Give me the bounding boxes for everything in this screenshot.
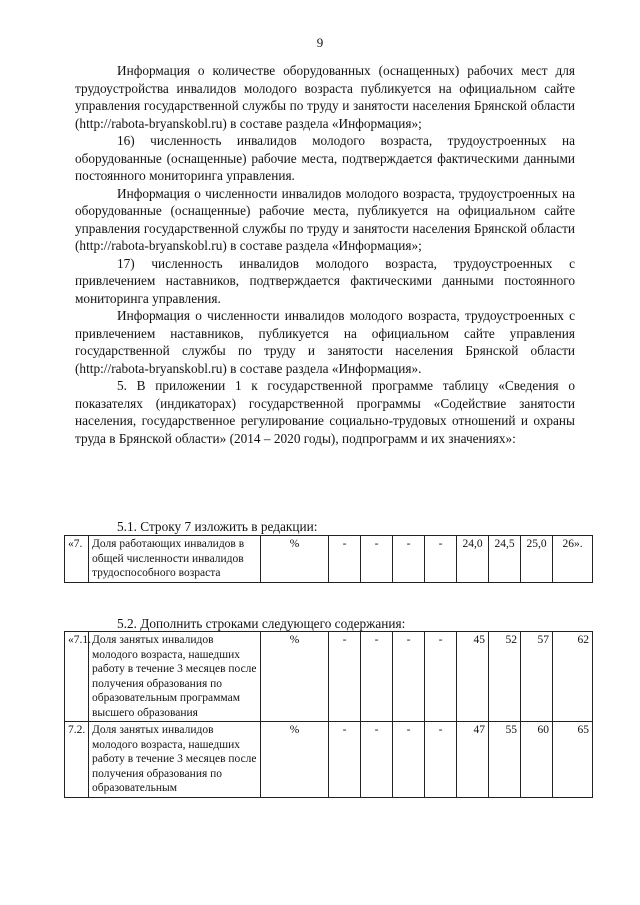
value-cell: 24,5 <box>489 536 521 583</box>
paragraph: 17) численность инвалидов молодого возраста, трудоустроенных с привлечением наставников, подтверждается фактическими данными постоянного мониторинга управления. <box>75 255 575 306</box>
paragraph: 5. В приложении 1 к государственной программе таблицу «Сведения о показателях (индикаторах) государственной программы «Содействие занятости населения, государственное регулирование социально-трудовых отношений и охраны труда в Брянской области» (2014 – 2020 годы), подпрограмм и их значениях»: <box>75 378 575 446</box>
indicator-table-1 <box>64 535 593 583</box>
value-cell: - <box>393 536 425 583</box>
value-cell: 65 <box>553 722 593 798</box>
value-cell: 47 <box>457 722 489 798</box>
table-row <box>65 722 593 798</box>
unit-cell: % <box>261 536 329 583</box>
value-cell: - <box>425 536 457 583</box>
value-cell: - <box>329 722 361 798</box>
value-cell: - <box>393 632 425 722</box>
indicator-name: Доля занятых инвалидов молодого возраста, нашедших работу в течение 3 месяцев после получения образования по образовательным программам высшего образования <box>89 632 261 722</box>
value-cell: 55 <box>489 722 521 798</box>
unit-cell: % <box>261 632 329 722</box>
subheading-5-1: 5.1. Строку 7 изложить в редакции: <box>117 519 318 534</box>
unit-cell: % <box>261 722 329 798</box>
paragraph: Информация о количестве оборудованных (оснащенных) рабочих мест для трудоустройства инвалидов молодого возраста публикуется на официальном сайте управления государственной службы по труду и занятости населения Брянской области (http://rabota-bryanskobl.ru) в составе раздела «Информация»; <box>75 63 575 131</box>
value-cell: 52 <box>489 632 521 722</box>
value-cell: - <box>329 632 361 722</box>
indicator-name: Доля работающих инвалидов в общей численности инвалидов трудоспособного возраста <box>89 536 261 583</box>
paragraph: 16) численность инвалидов молодого возраста, трудоустроенных на оборудованные (оснащенные) рабочие места, подтверждается фактическими данными постоянного мониторинга управления. <box>75 133 575 183</box>
subheading-5-2: 5.2. Дополнить строками следующего содержания: <box>117 616 406 631</box>
indicator-name: Доля занятых инвалидов молодого возраста, нашедших работу в течение 3 месяцев после получения образования по образовательным <box>89 722 261 798</box>
row-number: «7. <box>65 536 89 583</box>
value-cell: 45 <box>457 632 489 722</box>
page-number: 9 <box>316 35 324 50</box>
row-number: 7.2. <box>65 722 89 798</box>
table-row <box>65 632 593 722</box>
value-cell: 60 <box>521 722 553 798</box>
value-cell: - <box>361 632 393 722</box>
value-cell: - <box>425 632 457 722</box>
indicator-table-2 <box>64 631 593 798</box>
value-cell: 25,0 <box>521 536 553 583</box>
row-number: «7.1. <box>65 632 89 722</box>
table-row <box>65 536 593 583</box>
paragraph: Информация о численности инвалидов молодого возраста, трудоустроенных на оборудованные (оснащенные) рабочие места, публикуется на официальном сайте управления государственной службы по труду и занятости населения Брянской области (http://rabota-bryanskobl.ru) в составе раздела «Информация»; <box>75 185 575 253</box>
value-cell: 62 <box>553 632 593 722</box>
value-cell: - <box>361 536 393 583</box>
body-text <box>75 62 575 447</box>
value-cell: - <box>329 536 361 583</box>
value-cell: - <box>393 722 425 798</box>
value-cell: 57 <box>521 632 553 722</box>
value-cell: - <box>361 722 393 798</box>
paragraph: Информация о численности инвалидов молодого возраста, трудоустроенных с привлечением наставников, публикуется на официальном сайте управления государственной службы по труду и занятости населения Брянской области (http://rabota-bryanskobl.ru) в составе раздела «Информация». <box>75 308 575 376</box>
value-cell: 24,0 <box>457 536 489 583</box>
value-cell: - <box>425 722 457 798</box>
value-cell: 26». <box>553 536 593 583</box>
